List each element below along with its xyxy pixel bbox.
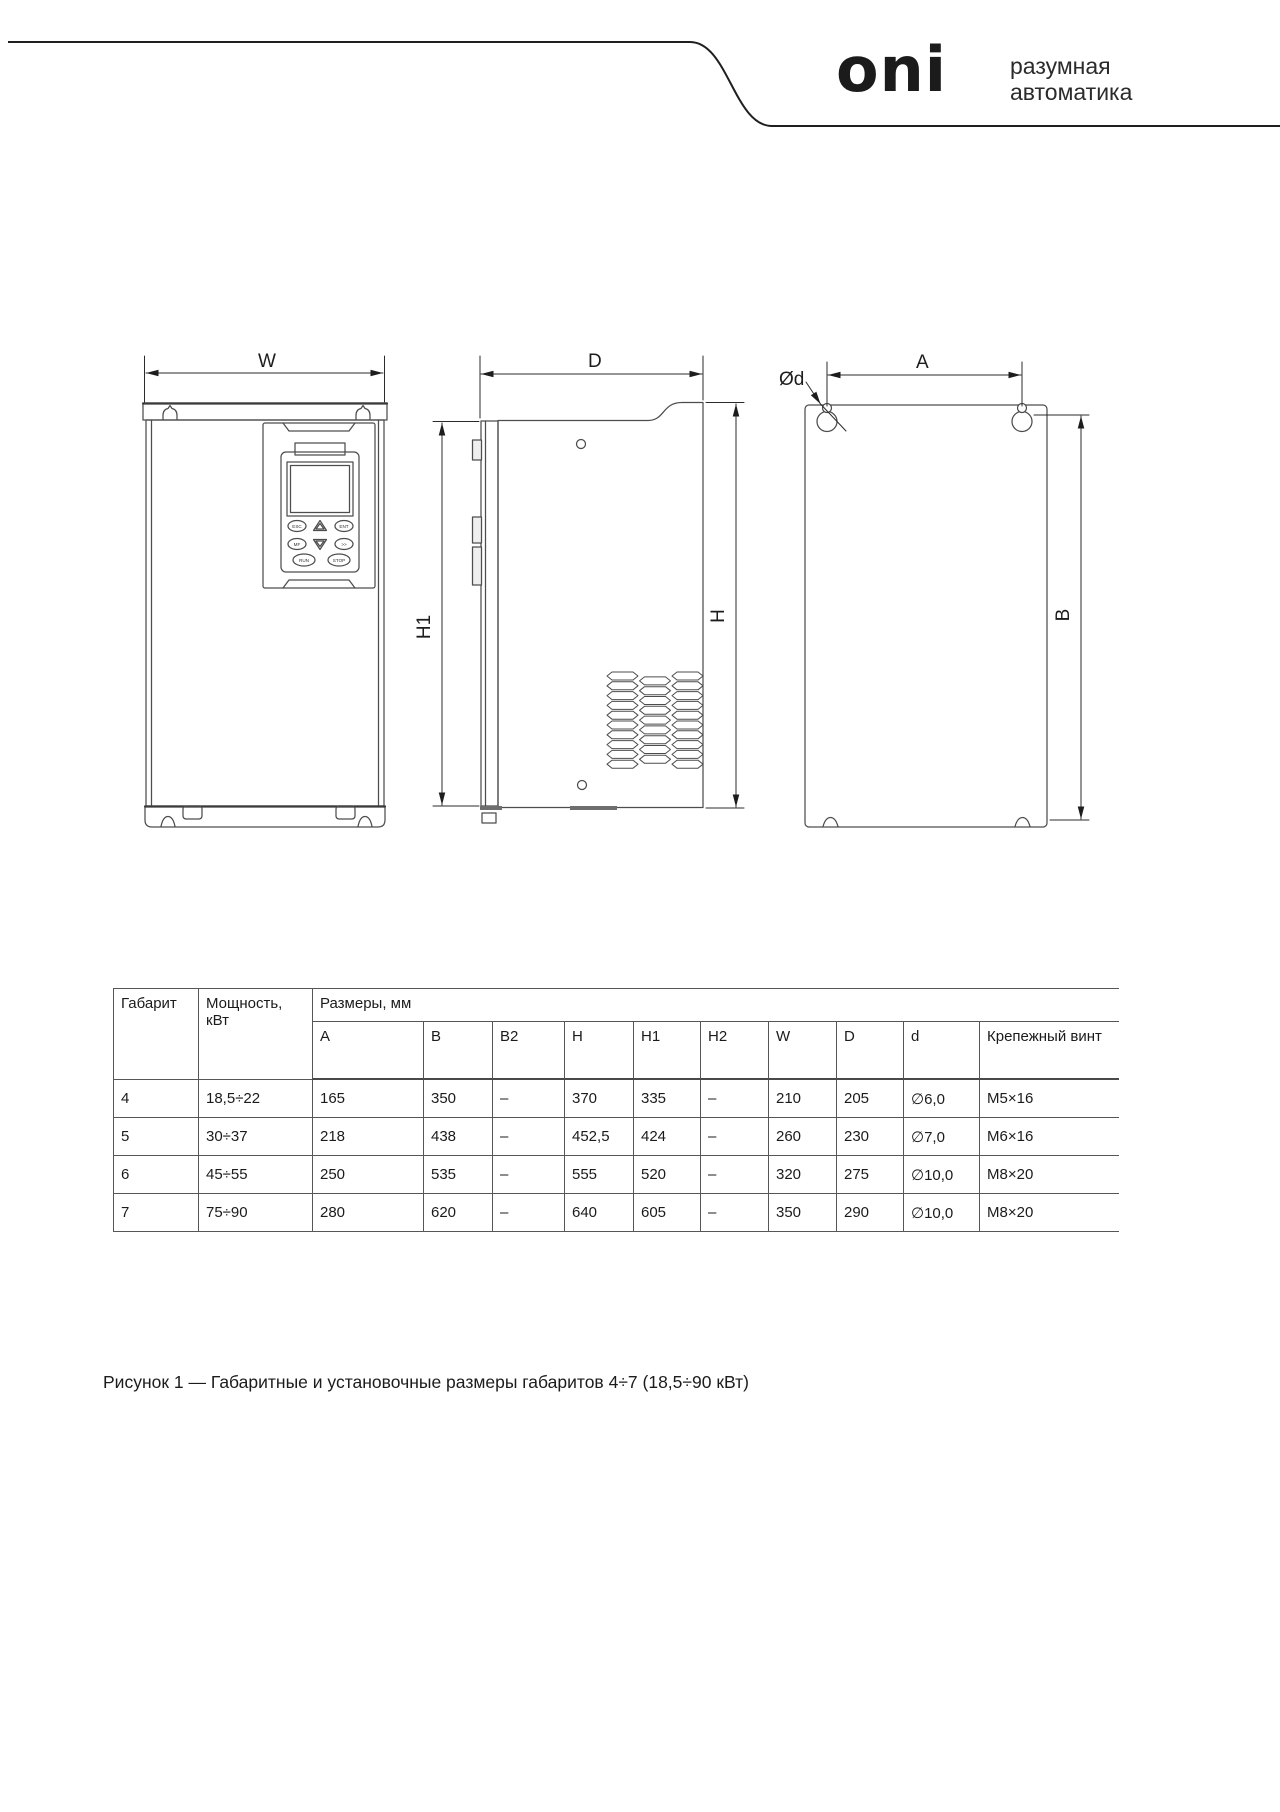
table-cell: 424: [634, 1118, 701, 1156]
dim-label-d: D: [588, 351, 602, 372]
table-cell: –: [701, 1118, 769, 1156]
table-cell: 320: [769, 1156, 837, 1194]
side-view: [414, 351, 744, 823]
table-row: [114, 1118, 1119, 1156]
table-cell: –: [493, 1156, 565, 1194]
table-cell: 280: [313, 1194, 424, 1232]
table-cell: 75÷90: [199, 1194, 313, 1232]
table-cell: –: [493, 1118, 565, 1156]
table-cell: 30÷37: [199, 1118, 313, 1156]
side-body: [498, 403, 703, 808]
table-cell: 370: [565, 1079, 634, 1118]
dim-label-h1: H1: [414, 614, 435, 640]
brand-tagline-line1: разумная: [1010, 53, 1111, 79]
col-header-h2: H2: [701, 1022, 769, 1080]
table-cell: –: [493, 1079, 565, 1118]
dimension-drawing: [0, 0, 1280, 900]
table-row: [114, 1079, 1119, 1118]
side-front-strip: [481, 421, 498, 806]
esc-key-label: ESC: [292, 524, 302, 529]
table-cell: 438: [424, 1118, 493, 1156]
table-cell: 452,5: [565, 1118, 634, 1156]
table-cell: 605: [634, 1194, 701, 1232]
col-header-w: W: [769, 1022, 837, 1080]
table-cell: 350: [424, 1079, 493, 1118]
table-cell: 620: [424, 1194, 493, 1232]
mount-hook-icon: [356, 406, 370, 420]
col-header-d: D: [837, 1022, 904, 1080]
keypad-display: [287, 462, 353, 516]
dim-h: [706, 403, 744, 809]
side-hole-top: [577, 440, 586, 449]
table-cell: ∅6,0: [904, 1079, 980, 1118]
keyhole-icon: [1012, 412, 1032, 432]
table-cell: 350: [769, 1194, 837, 1232]
table-cell: 230: [837, 1118, 904, 1156]
front-view: [143, 351, 387, 827]
col-header-h1: H1: [634, 1022, 701, 1080]
table-cell: 165: [313, 1079, 424, 1118]
table-cell: ∅7,0: [904, 1118, 980, 1156]
table-cell: 275: [837, 1156, 904, 1194]
mf-key-label: MF: [293, 542, 301, 547]
col-header-b: B: [424, 1022, 493, 1080]
dim-label-hole: Ød: [779, 369, 805, 390]
table-row: [114, 1194, 1119, 1232]
table-cell: 555: [565, 1156, 634, 1194]
dim-label-w: W: [258, 351, 276, 372]
table-cell: М6×16: [980, 1118, 1119, 1156]
table-cell: –: [701, 1156, 769, 1194]
table-cell: ∅10,0: [904, 1156, 980, 1194]
col-header-gabarit: Габарит: [114, 989, 199, 1080]
table-cell: М8×20: [980, 1194, 1119, 1232]
col-header-b2: B2: [493, 1022, 565, 1080]
table-cell: 640: [565, 1194, 634, 1232]
table-cell: –: [701, 1079, 769, 1118]
keypad: [263, 423, 375, 588]
run-key-label: RUN: [299, 558, 309, 563]
table-cell: 45÷55: [199, 1156, 313, 1194]
table-cell: ∅10,0: [904, 1194, 980, 1232]
dim-h1: [433, 422, 479, 807]
front-bottom-bracket: [145, 806, 385, 827]
col-header-sizes: Размеры, мм: [313, 989, 1119, 1022]
table-cell: М5×16: [980, 1079, 1119, 1118]
table-cell: М8×20: [980, 1156, 1119, 1194]
col-header-h: H: [565, 1022, 634, 1080]
table-row: [114, 1156, 1119, 1194]
keyhole-icon: [817, 412, 837, 432]
dim-label-h: H: [708, 609, 729, 623]
table-cell: 535: [424, 1156, 493, 1194]
back-view: [779, 352, 1089, 827]
table-cell: 520: [634, 1156, 701, 1194]
table-cell: 218: [313, 1118, 424, 1156]
table-cell: 260: [769, 1118, 837, 1156]
col-header-a: A: [313, 1022, 424, 1080]
brand-tagline-line2: автоматика: [1010, 79, 1133, 105]
table-cell: 5: [114, 1118, 199, 1156]
table-cell: 6: [114, 1156, 199, 1194]
mounting-plate: [805, 405, 1047, 827]
table-cell: 7: [114, 1194, 199, 1232]
stop-key-label: STOP: [332, 558, 346, 563]
col-header-screw: Крепежный винт: [980, 1022, 1119, 1080]
table-cell: 290: [837, 1194, 904, 1232]
table-cell: 210: [769, 1079, 837, 1118]
dim-label-a: A: [916, 352, 929, 373]
figure-caption: Рисунок 1 — Габаритные и установочные размеры габаритов 4÷7 (18,5÷90 кВт): [103, 1372, 749, 1392]
col-header-d-small: d: [904, 1022, 980, 1080]
table-cell: 205: [837, 1079, 904, 1118]
ent-key-label: ENT: [339, 524, 349, 529]
dimensions-table: [113, 988, 1119, 1232]
side-foot: [482, 813, 496, 823]
table-cell: –: [493, 1194, 565, 1232]
table-cell: 18,5÷22: [199, 1079, 313, 1118]
shift-key-label: >>: [341, 542, 347, 547]
vent-grille: [607, 672, 703, 768]
dim-label-b: B: [1053, 608, 1074, 622]
table-cell: –: [701, 1194, 769, 1232]
table-cell: 250: [313, 1156, 424, 1194]
mount-hook-icon: [163, 406, 177, 420]
side-hole-bottom: [578, 781, 587, 790]
col-header-power: Мощность, кВт: [199, 989, 313, 1080]
front-top-bracket: [143, 403, 387, 420]
table-cell: 4: [114, 1079, 199, 1118]
brand-logo: oni: [836, 33, 947, 106]
table-cell: 335: [634, 1079, 701, 1118]
